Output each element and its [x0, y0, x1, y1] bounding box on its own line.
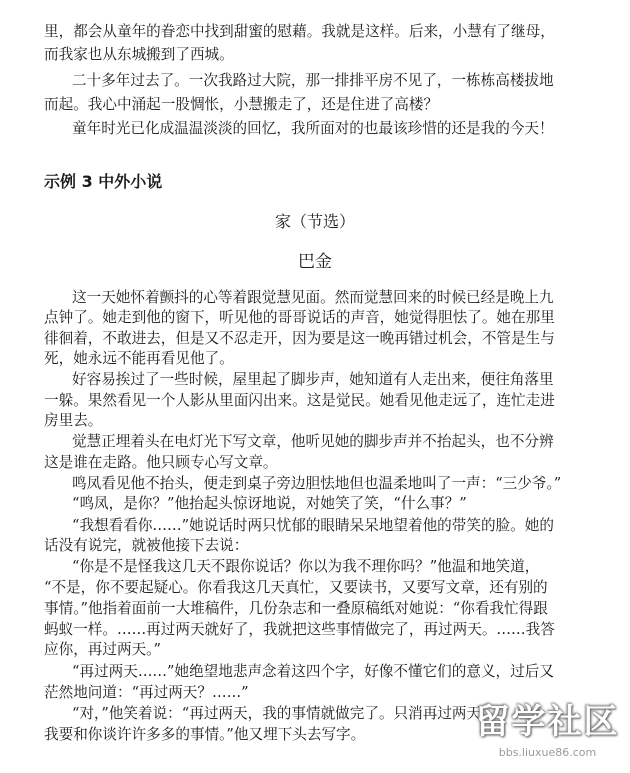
body-line: 死，她永远不能再看见他了。	[44, 350, 234, 367]
body-line: 话没有说完，就被他接下去说：	[44, 537, 249, 554]
body-line: 徘徊着，不敢进去，但是又不忍走开，因为要是这一晚再错过机会，不管是生与	[44, 330, 555, 347]
body-line: 这是谁在走路。他只顾专心写文章。	[44, 454, 278, 471]
body-line: 蚂蚁一样。……再过两天就好了，我就把这些事情做完了，再过两天。……我答	[44, 621, 555, 638]
intro-line: 里，都会从童年的眷恋中找到甜蜜的慰藉。我就是这样。后来，小慧有了继母，	[44, 23, 555, 40]
body-line: “再过两天……”她绝望地悲声念着这四个字，好像不懂它们的意义，过后又	[72, 663, 554, 680]
intro-line: 二十多年过去了。一次我路过大院，那一排排平房不见了，一栋栋高楼拔地	[72, 72, 554, 89]
intro-line: 而起。我心中涌起一股惆怅，小慧搬走了，还是住进了高楼？	[44, 96, 439, 113]
body-line: “我想看看你……”她说话时两只忧郁的眼睛呆呆地望着他的带笑的脸。她的	[72, 517, 554, 534]
watermark-logo-text: 留学社区	[475, 702, 620, 742]
body-line: 鸣凤看见他不抬头，便走到桌子旁边胆怯地但也温柔地叫了一声：“三少爷。”	[72, 475, 562, 492]
body-line: 点钟了。她走到他的窗下，听见他的哥哥说话的声音，她觉得胆怯了。她在那里	[44, 309, 555, 326]
body-line: “对，”他笑着说：“再过两天，我的事情就做完了。只消再过两天，	[72, 705, 496, 722]
story-title: 家（节选）	[274, 212, 355, 231]
body-line: 房里去。	[44, 412, 103, 429]
body-line: “不是，你不要起疑心。你看我这几天真忙，又要读书，又要写文章，还有别的	[44, 579, 548, 596]
body-line: “鸣凤，是你？”他抬起头惊讶地说，对她笑了笑，“什么事？”	[72, 495, 467, 512]
body-line: “你是不是怪我这几天不跟你说话？你以为我不理你吗？”他温和地笑道，	[72, 558, 540, 575]
body-line: 应你，再过两天。”	[44, 641, 161, 658]
watermark	[470, 700, 625, 770]
intro-line: 而我家也从东城搬到了西城。	[44, 46, 234, 63]
body-line: 我要和你谈许许多多的事情。”他又埋下头去写字。	[44, 726, 366, 743]
watermark-url: bbs.liuxue86.com	[498, 746, 597, 759]
body-line: 事情。”他指着面前一大堆稿件，几份杂志和一叠原稿纸对她说：“你看我忙得跟	[44, 600, 548, 617]
body-line: 觉慧正埋着头在电灯光下写文章，他听见她的脚步声并不抬起头，也不分辨	[72, 433, 554, 450]
section-heading: 示例 3 中外小说	[44, 172, 163, 191]
body-line: 好容易挨过了一些时候，屋里起了脚步声，她知道有人走出来，便往角落里	[72, 371, 554, 388]
story-author: 巴金	[298, 252, 332, 272]
body-line: 茫然地问道：“再过两天？……”	[44, 684, 249, 701]
body-line: 一躲。果然看见一个人影从里面闪出来。这是觉民。她看见他走远了，连忙走进	[44, 392, 555, 409]
body-line: 这一天她怀着颤抖的心等着跟觉慧见面。然而觉慧回来的时候已经是晚上九	[72, 289, 554, 306]
intro-line: 童年时光已化成温温淡淡的回忆，我所面对的也最该珍惜的还是我的今天！	[72, 120, 554, 137]
